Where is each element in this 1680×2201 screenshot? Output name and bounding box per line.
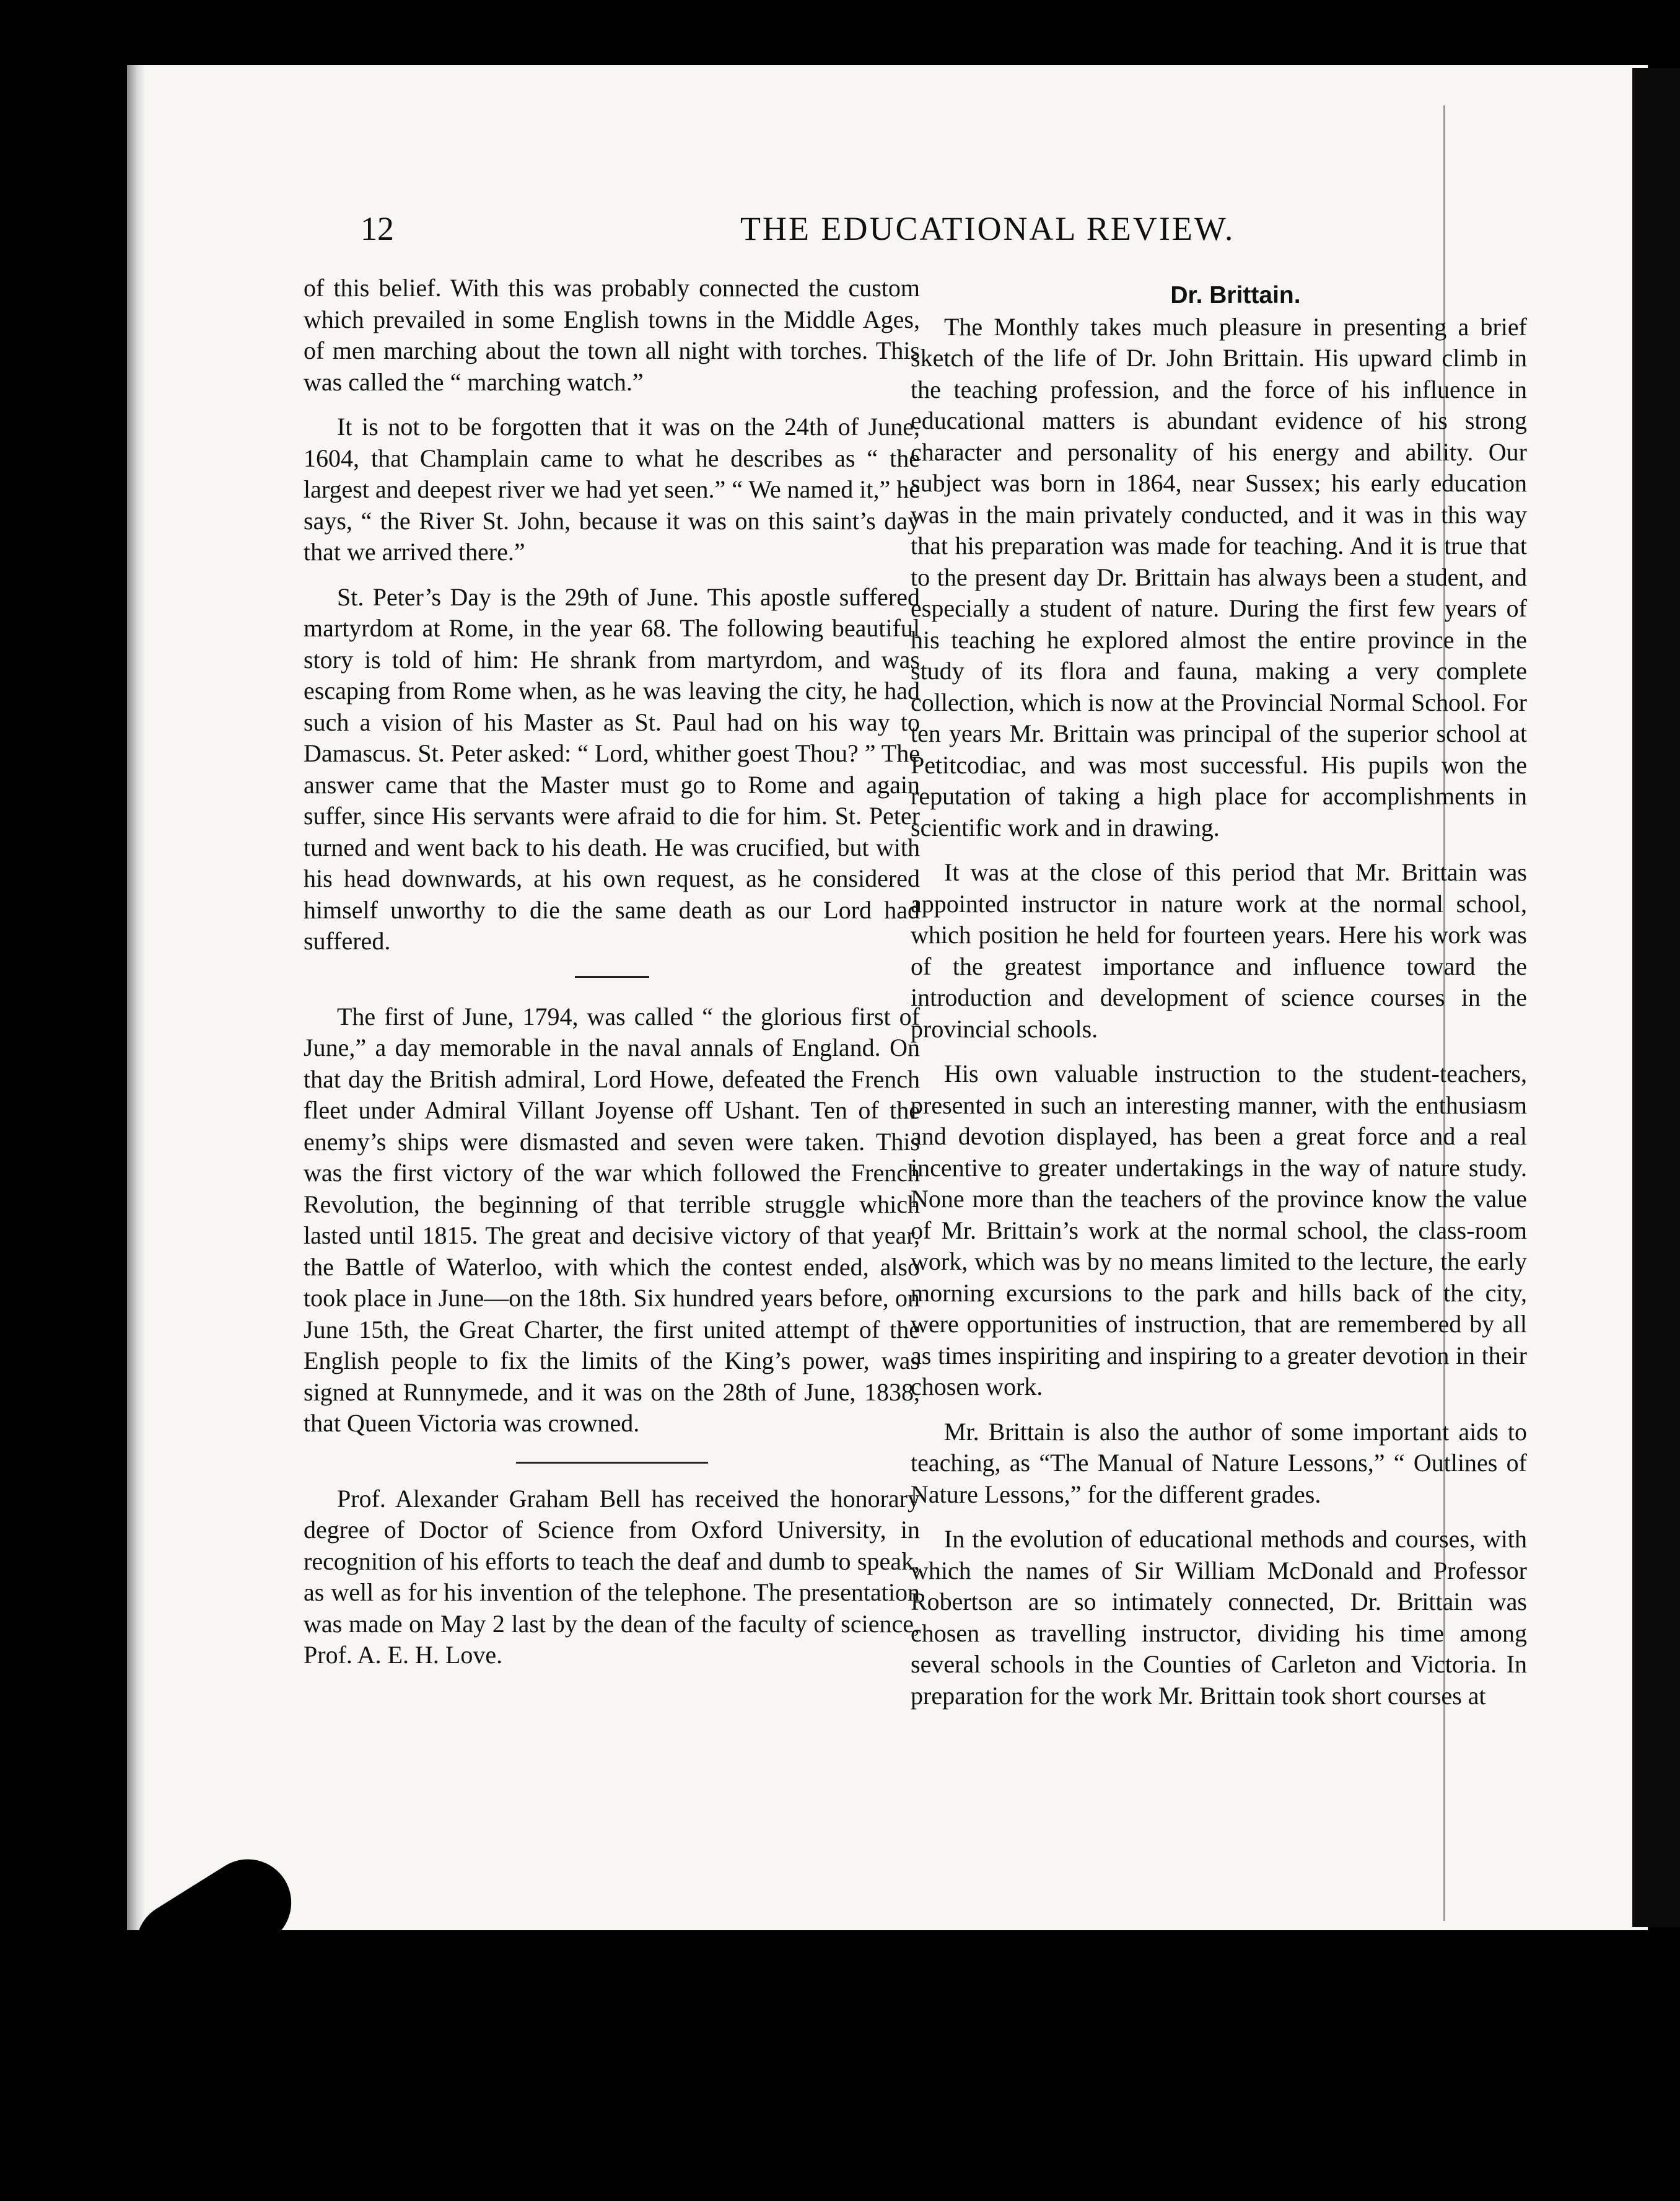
paragraph-brittain-evolution: In the evolution of educational methods and courses, with which the names of Sir William McDonald and Professor Robertson are so intimately connected, Dr. Brittain was chosen as travelling instructor, dividing his time among several schools in the Counties of Carleton and Victoria. In preparation for the work Mr. Brittain took short courses at [911, 1525, 1527, 1710]
page-edge-shadow [1632, 68, 1680, 1927]
section-divider [516, 1462, 708, 1464]
paragraph-first-of-june: The first of June, 1794, was called “ the glorious first of June,” a day memorable in the naval annals of England. On that day the British admiral, Lord Howe, defeated the French fleet under Admiral Villant Joyense off Ushant. Ten of the enemy’s ships were dismasted and seven were taken. This was the first victory of the war which followed the French Revolution, the beginning of that terrible struggle which lasted until 1815. The great and decisive victory of that year, the Battle of Waterloo, with which the contest ended, also took place in June—on the 18th. Six hundred years before, on June 15th, the Great Charter, the first united attempt of the English people to fix the limits of the King’s power, was signed at Runnymede, and it was on the 28th of June, 1838, that Queen Victoria was crowned. [304, 1002, 920, 1437]
paragraph-brittain-normal-school: It was at the close of this period that Mr. Brittain was appointed instructor in nature work at the normal school, which position he held for fourteen years. Here his work was of the greatest importance and influence toward the introduction and development of science courses in the provincial schools. [911, 858, 1527, 1043]
paragraph-graham-bell: Prof. Alexander Graham Bell has received the honorary degree of Doctor of Science from Oxford University, in recognition of his efforts to teach the deaf and dumb to speak, as well as for his invention of the telephone. The presentation was made on May 2 last by the dean of the faculty of science, Prof. A. E. H. Love. [304, 1484, 920, 1669]
left-column [304, 273, 920, 1671]
paragraph-champlain: It is not to be forgotten that it was on the 24th of June, 1604, that Champlain came to what he describes as “ the largest and deepest river we had yet seen.” “ We named it,” he says, “ the River St. John, because it was on this saint’s day that we arrived there.” [304, 413, 920, 566]
paragraph-brittain-author: Mr. Brittain is also the author of some important aids to teaching, as “The Manual of Nature Lessons,” “ Outlines of Nature Lessons,” for the different grades. [911, 1417, 1527, 1508]
paragraph-st-peter: St. Peter’s Day is the 29th of June. This apostle suffered martyrdom at Rome, in the year 68. The following beautiful story is told of him: He shrank from martyrdom, and was escaping from Rome when, as he was leaving the city, he had such a vision of his Master as St. Paul had on his way to Damascus. St. Peter asked: “ Lord, whither goest Thou? ” The answer came that the Master must go to Rome and again suffer, since His servants were afraid to die for him. St. Peter turned and went back to his death. He was crucified, but with his head downwards, at his own request, as he considered himself unworthy to die the same death as our Lord had suffered. [304, 582, 920, 955]
running-head: THE EDUCATIONAL REVIEW. [740, 210, 1235, 247]
paragraph-marching-watch: of this belief. With this was probably connected the custom which prevailed in some English towns in the Middle Ages, of men marching about the town all night with torches. This was called the “ marching watch.” [304, 274, 920, 396]
article-heading: Dr. Brittain. [1170, 282, 1301, 309]
page-spine-shadow [127, 65, 144, 1930]
paragraph-brittain-intro: The Monthly takes much pleasure in presenting a brief sketch of the life of Dr. John Brittain. His upward climb in the teaching profession, and the force of his influence in educational matters is abundant evidence of his strong character and personality of his energy and ability. Our subject was born in 1864, near Sussex; his early education was in the main privately conducted, and it was in this way that his preparation was made for teaching. And it is true that to the present day Dr. Brittain has always been a student, and especially a student of nature. During the first few years of his teaching he explored almost the entire province in the study of its flora and fauna, making a very complete collection, which is now at the Provincial Normal School. For ten years Mr. Brittain was principal of the superior school at Petitcodiac, and was most successful. His pupils won the reputation of taking a high place for accomplishments in scientific work and in drawing. [911, 312, 1527, 841]
page-number: 12 [361, 210, 394, 247]
paragraph-brittain-instruction: His own valuable instruction to the student-teachers, presented in such an interesting manner, with the enthusiasm and devotion displayed, has been a great force and a real incentive to greater undertakings in the way of nature study. None more than the teachers of the province know the value of Mr. Brittain’s work at the normal school, the class-room work, which was by no means limited to the lecture, the early morning excursions to the park and hills back of the city, were opportunities of instruction, that are remembered by all as times inspiriting and inspiring to a greater devotion in their chosen work. [911, 1060, 1527, 1400]
right-column [911, 280, 1527, 1711]
section-divider [575, 976, 649, 978]
